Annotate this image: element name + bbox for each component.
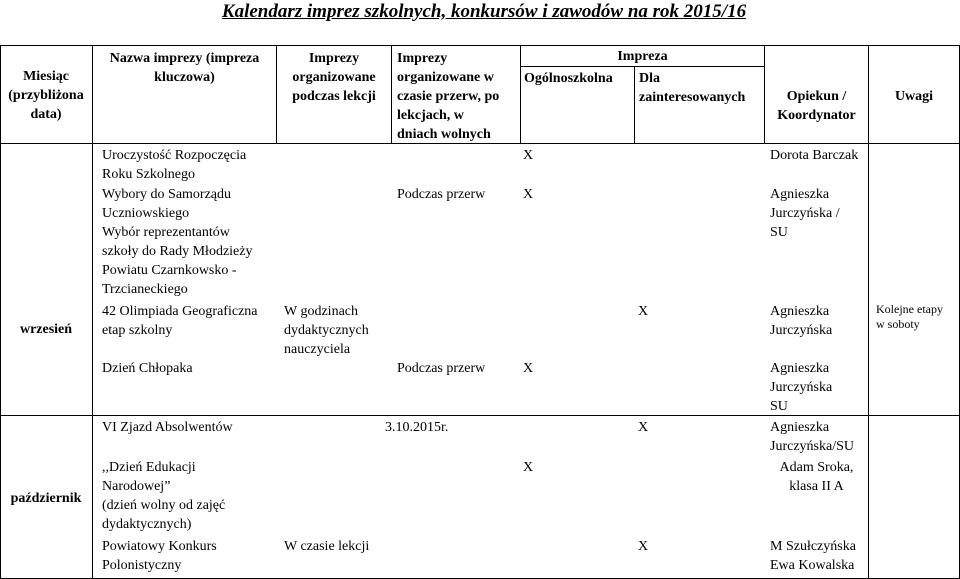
event-name: ,,Dzień Edukacji Narodowej” (dzień wolny od zajęć dydaktycznych) [102,460,226,532]
coordinator: Agnieszka Jurczyńska SU [770,361,833,414]
lessons-value: W czasie lekcji [284,539,370,554]
lessons-header: Imprezy organizowane podczas lekcji [292,51,376,104]
breaks-value: 3.10.2015r. [385,420,449,435]
breaks-header: Imprezy organizowane w czasie przerw, po lekcjach, w dniach wolnych [397,51,500,142]
coordinator: Adam Sroka, klasa II A [779,460,854,494]
breaks-value: Podczas przerw [397,361,486,376]
month-september: wrzesień [19,322,73,337]
interested-header: Dla zainteresowanych [639,71,746,105]
note: Kolejne etapy w soboty [876,302,943,331]
event-name: VI Zjazd Absolwentów [102,420,233,435]
general-mark: X [523,187,534,202]
coordinator-header: Opiekun / Koordynator [777,89,856,123]
event-name: Wybory do Samorządu Uczniowskiego Wybór reprezentantów szkoły do Rady Młodzieży Powiatu Czarnkowsko - Trzcianeckiego [102,187,253,297]
event-name: Powiatowy Konkurs Polonistyczny [102,539,217,573]
month-header: Miesiąc (przybliżona data) [8,69,84,122]
event-name: Dzień Chłopaka [102,361,193,376]
general-mark: X [523,148,534,163]
coordinator: Agnieszka Jurczyńska / SU [770,187,840,240]
coordinator: M Szułczyńska Ewa Kowalska [770,539,856,573]
coordinator: Agnieszka Jurczyńska/SU [770,420,854,454]
interested-mark: X [638,539,649,554]
notes-header: Uwagi [894,89,934,104]
interested-mark: X [638,420,649,435]
coordinator: Dorota Barczak [770,148,859,163]
lessons-value: W godzinach dydaktycznych nauczyciela [284,304,369,357]
month-october: październik [10,491,82,506]
event-name-header: Nazwa imprezy (impreza kluczowa) [109,51,260,85]
breaks-value: Podczas przerw [397,187,486,202]
impreza-header: Impreza [617,49,668,64]
general-mark: X [523,460,534,475]
coordinator: Agnieszka Jurczyńska [770,304,833,338]
general-header: Ogólnoszkolna [524,71,613,86]
interested-mark: X [638,304,649,319]
event-name: Uroczystość Rozpoczęcia Roku Szkolnego [102,148,247,182]
event-name: 42 Olimpiada Geograficzna etap szkolny [102,304,258,338]
document-title: Kalendarz imprez szkolnych, konkursów i zawodów na rok 2015/16 [221,1,747,22]
general-mark: X [523,361,534,376]
